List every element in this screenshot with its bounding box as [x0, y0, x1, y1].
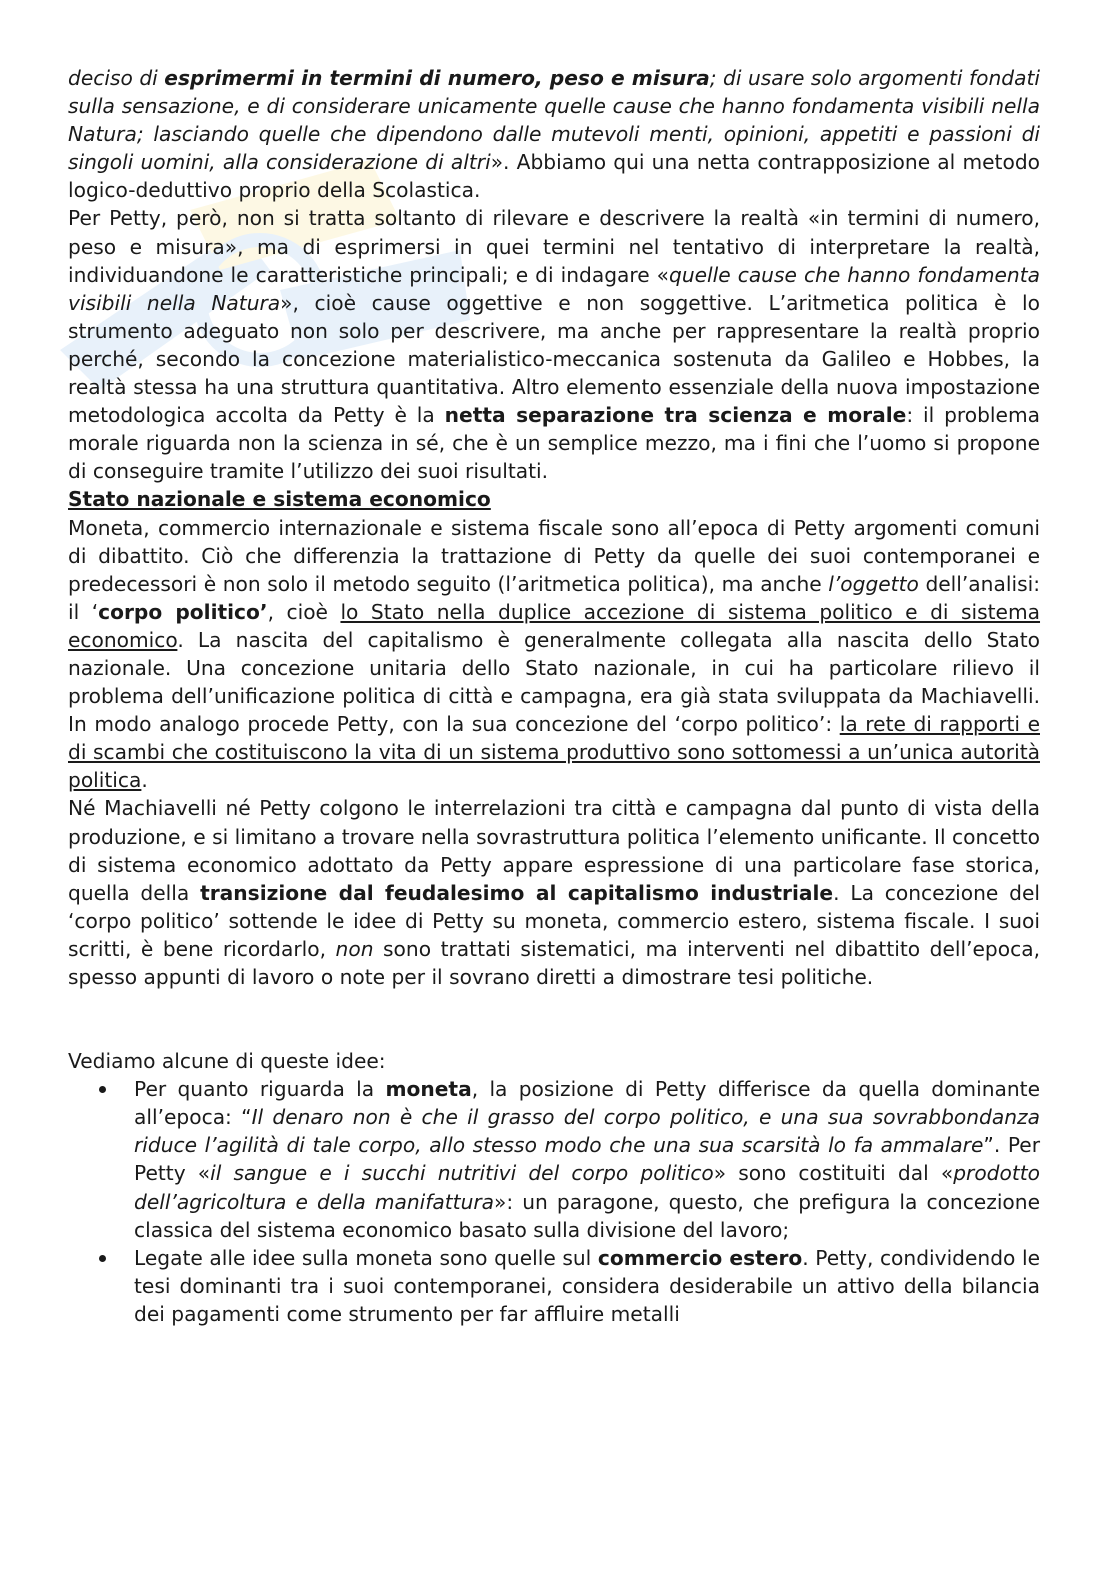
p3-text-b: dell’analisi: il ‘	[68, 571, 1040, 624]
p2-emphasis: netta separazione tra scienza e morale	[444, 403, 907, 428]
bullet-icon	[99, 1255, 106, 1262]
bullet-icon	[99, 1086, 106, 1093]
b1-text-a: Per quanto riguarda la	[134, 1077, 386, 1102]
p2-text-b: », cioè cause oggettive e non soggettive. L’aritmetica politica è lo strumento adeguato non solo per descrivere, ma anche per rappresentare la realtà proprio perché, secondo la concezione materialistico-meccanica sostenuta da Galileo e Hobbes, la realtà stessa ha una struttura quantitativa. Altro elemento essenziale della nuova impostazione metodologica accolta da Petty è la	[68, 290, 1040, 428]
p2-quote: quelle cause che hanno fondamenta visibili nella Natura	[68, 262, 1041, 315]
b1-bold: moneta	[385, 1077, 472, 1102]
p3-text-d: . La nascita del capitalismo è generalmente collegata alla nascita dello Stato nazionale. Una concezione unitaria dello Stato nazionale, in cui ha particolare rilievo il problema dell’unificazione politica di città e campagna, era già stata sviluppata da Machiavelli. In modo analogo procede Petty, con la sua concezione del ‘corpo politico’:	[68, 627, 1040, 737]
p4-italic: non	[335, 936, 374, 961]
b1-text-e: »: un paragone, questo, che prefigura la concezione classica del sistema economico basato sulla divisione del lavoro;	[134, 1189, 1040, 1242]
bullet-list	[68, 1075, 1040, 1328]
bullet-item-moneta	[68, 1075, 1040, 1244]
p3-italic: l’oggetto	[828, 571, 919, 596]
b1-text-b: , la posizione di Petty differisce da quella dominante all’epoca: “	[134, 1077, 1040, 1130]
section-heading: Stato nazionale e sistema economico	[68, 487, 491, 512]
b1-quote-1: Il denaro non è che il grasso del corpo politico, e una sua sovrabbondanza riduce l’agilità di tale corpo, allo stesso modo che una sua scarsità lo fa ammalare	[134, 1105, 1040, 1158]
p1-quote-start: deciso di	[68, 66, 165, 90]
p3-text-e: .	[141, 768, 148, 793]
intro-line: Vediamo alcune di queste idee:	[68, 1049, 386, 1074]
p3-bold: corpo politico’	[98, 599, 268, 624]
b1-text-c: ”. Per Petty «	[134, 1133, 1040, 1186]
b2-bold: commercio estero	[597, 1245, 803, 1270]
p4-bold: transizione dal feudalesimo al capitalismo industriale	[200, 880, 834, 905]
b1-text-d: » sono costituiti dal «	[713, 1161, 954, 1186]
b1-quote-3: prodotto dell’agricoltura e della manifattura	[134, 1161, 1041, 1214]
p4-text-a: Né Machiavelli né Petty colgono le interrelazioni tra città e campagna dal punto di vista della produzione, e si limitano a trovare nella sovrastruttura politica l’elemento unificante. Il concetto di sistema economico adottato da Petty appare espressione di una particolare fase storica, quella della	[68, 796, 1040, 905]
p4-text-b: . La concezione del ‘corpo politico’ sottende le idee di Petty su moneta, commercio estero, sistema fiscale. I suoi scritti, è bene ricordarlo,	[68, 880, 1040, 961]
b1-quote-2: il sangue e i succhi nutritivi del corpo politico	[210, 1161, 714, 1186]
document-page	[68, 64, 1040, 1328]
b2-text-a: Legate alle idee sulla moneta sono quelle sul	[134, 1245, 598, 1270]
p3-text-a: Moneta, commercio internazionale e sistema fiscale sono all’epoca di Petty argomenti comuni di dibattito. Ciò che differenzia la trattazione di Petty da quelle dei suoi contemporanei e predecessori è non solo il metodo seguito (l’aritmetica politica), ma anche	[68, 515, 1040, 596]
paragraph-1	[68, 64, 1040, 204]
p3-underline-2: la rete di rapporti e di scambi che costituiscono la vita di un sistema produttivo sono sottomessi a un’unica autorità politica	[68, 712, 1040, 793]
p2-text-a: Per Petty, però, non si tratta soltanto di rilevare e descrivere la realtà «in termini di numero, peso e misura», ma di esprimersi in quei termini nel tentativo di interpretare la realtà, individuandone le caratteristiche principali; e di indagare «	[68, 206, 1040, 287]
blank-space	[68, 991, 1040, 1047]
p1-emphasis: esprimermi in termini di numero, peso e misura	[164, 66, 710, 90]
p3-text-c: , cioè	[267, 599, 341, 624]
p2-text-c: : il problema morale riguarda non la scienza in sé, che è un semplice mezzo, ma i fini che l’uomo si propone di conseguire tramite l’utilizzo dei suoi risultati.	[68, 403, 1040, 484]
bullet-item-commercio	[68, 1244, 1040, 1328]
p1-text: ». Abbiamo qui una netta contrapposizione al metodo logico-deduttivo proprio della Scolastica.	[68, 150, 1040, 203]
paragraph-4	[68, 794, 1040, 991]
paragraph-2	[68, 204, 1040, 485]
p1-quote-end: ; di usare solo argomenti fondati sulla sensazione, e di considerare unicamente quelle cause che hanno fondamenta visibili nella Natura; lasciando quelle che dipendono dalle mutevoli menti, opinioni, appetiti e passioni di singoli uomini, alla considerazione di altri	[68, 66, 1040, 175]
paragraph-3	[68, 514, 1040, 795]
p3-underline-1: lo Stato nella duplice accezione di sistema politico e di sistema economico	[68, 599, 1041, 652]
p4-text-c: sono trattati sistematici, ma interventi nel dibattito dell’epoca, spesso appunti di lavoro o note per il sovrano diretti a dimostrare tesi politiche.	[68, 936, 1040, 989]
b2-text-b: . Petty, condividendo le tesi dominanti tra i suoi contemporanei, considera desiderabile un attivo della bilancia dei pagamenti come strumento per far affluire metalli	[134, 1245, 1040, 1326]
